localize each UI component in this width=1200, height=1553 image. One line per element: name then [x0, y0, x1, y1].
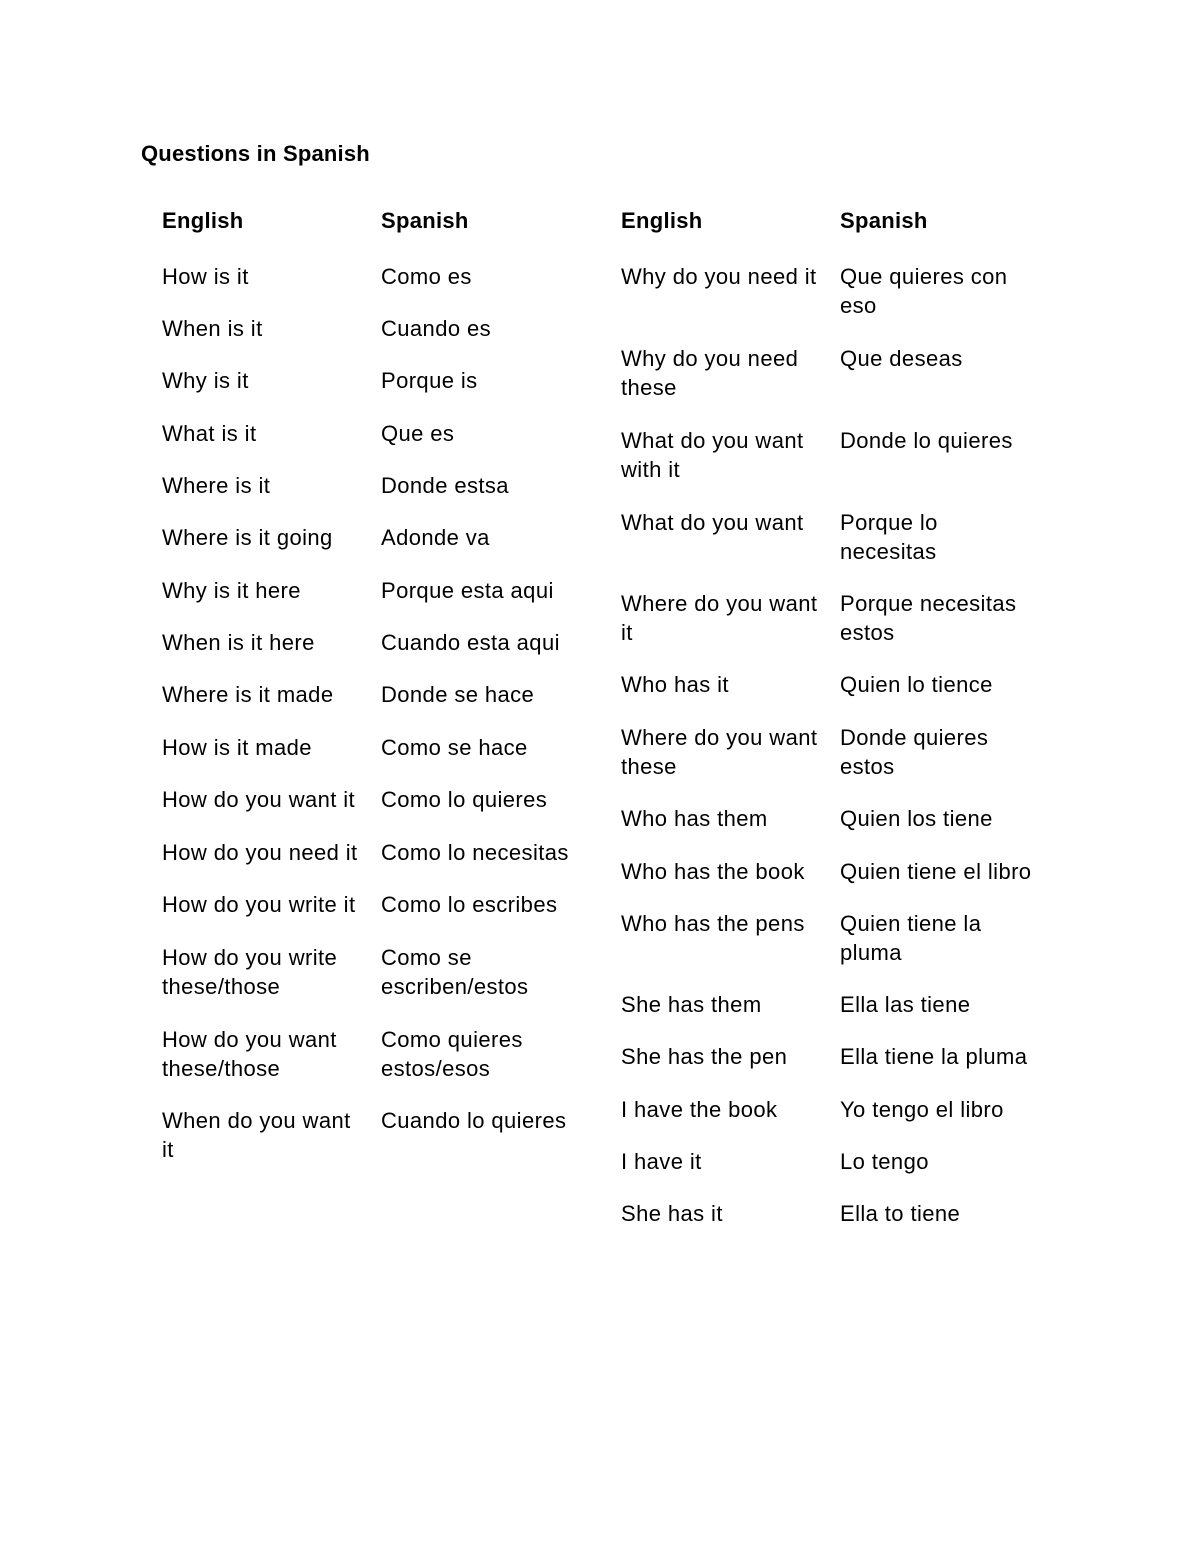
spanish-phrase: Cuando es	[381, 316, 492, 341]
english-phrase: Where is it	[162, 473, 271, 498]
spanish-phrase: Ella tiene la pluma	[840, 1044, 1028, 1069]
table-row	[162, 523, 602, 552]
english-phrase: Why do you need it	[621, 264, 817, 289]
english-phrase: I have the book	[621, 1097, 778, 1122]
english-phrase: Who has them	[621, 806, 768, 831]
english-phrase: Who has it	[621, 672, 729, 697]
spanish-phrase: Cuando esta aqui	[381, 630, 560, 655]
right-phrase-table	[621, 262, 1061, 1228]
spanish-phrase: Que deseas	[840, 346, 963, 371]
english-phrase: How do you need it	[162, 840, 358, 865]
table-row	[621, 857, 1061, 886]
table-row	[621, 909, 1061, 967]
spanish-phrase: Como lo quieres	[381, 787, 548, 812]
spanish-phrase: Ella to tiene	[840, 1201, 961, 1226]
table-row	[162, 943, 602, 1001]
spanish-phrase: Como se hace	[381, 735, 528, 760]
english-phrase: How do you write these/those	[162, 945, 338, 999]
spanish-phrase: Como quieres estos/esos	[381, 1027, 523, 1081]
english-phrase: Why is it	[162, 368, 249, 393]
spanish-phrase: Donde lo quieres	[840, 428, 1013, 453]
table-row	[162, 576, 602, 605]
table-row	[621, 589, 1061, 647]
english-phrase: She has it	[621, 1201, 723, 1226]
english-phrase: Why do you need these	[621, 346, 799, 400]
english-phrase: Who has the pens	[621, 911, 805, 936]
english-phrase: When is it	[162, 316, 263, 341]
english-phrase: She has the pen	[621, 1044, 788, 1069]
spanish-phrase: Donde se hace	[381, 682, 535, 707]
table-row	[162, 838, 602, 867]
english-phrase: What do you want	[621, 510, 804, 535]
table-row	[162, 1025, 602, 1083]
english-phrase: She has them	[621, 992, 762, 1017]
left-phrase-table	[162, 262, 602, 1164]
table-row	[621, 990, 1061, 1019]
table-row	[162, 733, 602, 762]
spanish-phrase: Ella las tiene	[840, 992, 971, 1017]
english-phrase: Who has the book	[621, 859, 805, 884]
english-phrase: Where do you want these	[621, 725, 818, 779]
table-row	[162, 680, 602, 709]
english-phrase: How is it made	[162, 735, 312, 760]
table-row	[162, 628, 602, 657]
table-row	[162, 366, 602, 395]
table-row	[162, 419, 602, 448]
table-row	[621, 344, 1061, 402]
table-row	[162, 471, 602, 500]
english-phrase: I have it	[621, 1149, 702, 1174]
english-phrase: Where is it going	[162, 525, 333, 550]
spanish-phrase: Yo tengo el libro	[840, 1097, 1004, 1122]
spanish-phrase: Quien los tiene	[840, 806, 993, 831]
spanish-phrase: Quien tiene el libro	[840, 859, 1032, 884]
table-row	[621, 1147, 1061, 1176]
spanish-phrase: Como se escriben/estos	[381, 945, 529, 999]
spanish-phrase: Que es	[381, 421, 455, 446]
table-row	[621, 804, 1061, 833]
spanish-phrase: Donde estsa	[381, 473, 509, 498]
english-phrase: How is it	[162, 264, 249, 289]
spanish-phrase: Adonde va	[381, 525, 490, 550]
spanish-phrase: Porque is	[381, 368, 478, 393]
table-row	[162, 262, 602, 291]
table-row	[162, 314, 602, 343]
table-row	[621, 508, 1061, 566]
english-phrase: How do you want it	[162, 787, 356, 812]
spanish-phrase: Como lo necesitas	[381, 840, 569, 865]
english-phrase: Where is it made	[162, 682, 334, 707]
english-phrase: Where do you want it	[621, 591, 818, 645]
table-row	[162, 785, 602, 814]
right-english-header: English	[621, 208, 703, 233]
spanish-phrase: Lo tengo	[840, 1149, 929, 1174]
left-spanish-header: Spanish	[381, 208, 469, 233]
spanish-phrase: Porque lo necesitas	[840, 510, 938, 564]
table-row	[621, 670, 1061, 699]
spanish-phrase: Cuando lo quieres	[381, 1108, 567, 1133]
right-spanish-header: Spanish	[840, 208, 928, 233]
spanish-phrase: Quien lo tience	[840, 672, 993, 697]
table-row	[621, 1199, 1061, 1228]
table-row	[162, 1106, 602, 1164]
left-english-header: English	[162, 208, 244, 233]
english-phrase: When is it here	[162, 630, 315, 655]
spanish-phrase: Que quieres con eso	[840, 264, 1008, 318]
spanish-phrase: Quien tiene la pluma	[840, 911, 982, 965]
table-row	[621, 1042, 1061, 1071]
page-title: Questions in Spanish	[141, 141, 370, 166]
table-row	[621, 1095, 1061, 1124]
spanish-phrase: Como lo escribes	[381, 892, 558, 917]
table-row	[162, 890, 602, 919]
english-phrase: How do you write it	[162, 892, 356, 917]
spanish-phrase: Donde quieres estos	[840, 725, 989, 779]
table-row	[621, 262, 1061, 320]
spanish-phrase: Como es	[381, 264, 472, 289]
table-row	[621, 723, 1061, 781]
english-phrase: What is it	[162, 421, 257, 446]
english-phrase: What do you want with it	[621, 428, 804, 482]
spanish-phrase: Porque esta aqui	[381, 578, 554, 603]
english-phrase: When do you want it	[162, 1108, 351, 1162]
english-phrase: Why is it here	[162, 578, 301, 603]
spanish-phrase: Porque necesitas estos	[840, 591, 1017, 645]
table-row	[621, 426, 1061, 484]
english-phrase: How do you want these/those	[162, 1027, 337, 1081]
